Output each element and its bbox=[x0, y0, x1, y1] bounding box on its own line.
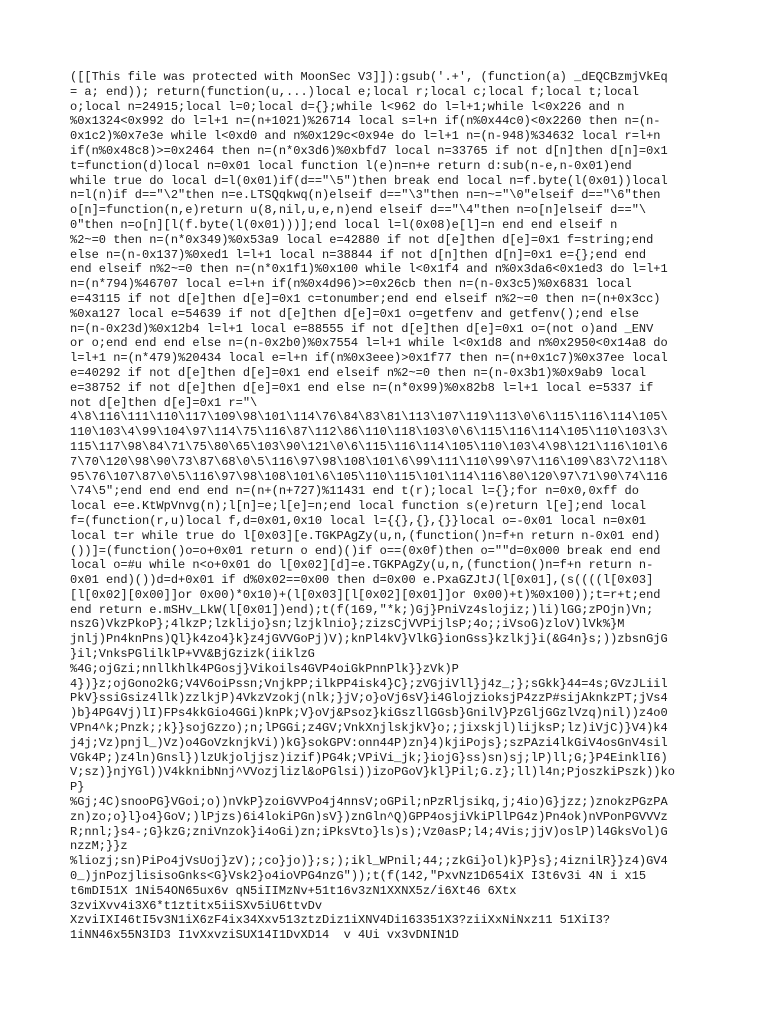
code-line: 115\117\98\84\71\75\80\65\103\90\121\0\6\115\116\114\105\110\103\4\98\121\116\101\6 bbox=[70, 439, 668, 454]
code-line: f=(function(r,u)local f,d=0x01,0x10 local l={{},{},{}}local o=-0x01 local n=0x01 bbox=[70, 513, 647, 528]
code-line: n=(n*794)%46707 local e=l+n if(n%0x4d96)>=0x26cb then n=(n-0x3c5)%0x6831 local bbox=[70, 277, 632, 292]
code-line: V;sz)}njYGl))V4kknibNnj^VVozjlizl&oPGlsi))izoPGoV}kl}Pil;G.z};ll)l4n;PjoszkiPszk))ko bbox=[70, 765, 675, 780]
code-line: %0x1324<0x992 do l=l+1 n=(n+1021)%26714 local s=l+n if(n%0x44c0)<0x2260 then n=(n- bbox=[70, 114, 661, 129]
code-line: 95\76\107\87\0\5\116\97\98\108\101\6\105\110\115\101\114\116\80\120\97\71\90\74\116 bbox=[70, 469, 668, 484]
code-line: 1iNN46x55N3ID3 I1vXxvziSUX14I1DvXD14 v 4Ui vx3vDNIN1D bbox=[70, 928, 459, 943]
code-line: else n=(n-0x137)%0xed1 l=l+1 local n=38844 if not d[n]then d[n]=0x1 e={};end end bbox=[70, 247, 647, 262]
code-line: %4G;ojGzi;nnllkhlk4PGosj}Vikoils4GVP4oiGkPnnPlk}}zVk)P bbox=[70, 661, 459, 676]
code-line: 0"then n=o[n][l(f.byte(l(0x01)))];end local l=l(0x08)e[l]=n end end elseif n bbox=[70, 217, 618, 232]
code-line: 0x1c2)%0x7e3e while l<0xd0 and n%0x129c<0x94e do l=l+1 n=(n-948)%34632 local r=l+n bbox=[70, 129, 661, 144]
code-line: 0_)jnPozjlisisoGnks<G}Vsk2}o4ioVPG4nzG"));t(f(142,"PxvNz1D654iX I3t6v3i 4N i x15 bbox=[70, 869, 647, 884]
code-line: o;local n=24915;local l=0;local d={};while l<962 do l=l+1;while l<0x226 and n bbox=[70, 99, 625, 114]
code-line: %0xa127 local e=54639 if not d[e]then d[e]=0x1 o=getfenv and getfenv();end else bbox=[70, 306, 639, 321]
code-line: %Gj;4C)snooPG}VGoi;o))nVkP}zoiGVVPo4j4nnsV;oGPil;nPzRljsikq,j;4io)G}jzz;)znokzPGzPA bbox=[70, 795, 668, 810]
code-line: zn)zo;o}l}o4}GoV;)lPjzs)6i4lokiPGn)sV})znGln^Q)GPP4osjiVkiPllPG4z)Pn4ok)nVPonPGVVVz bbox=[70, 809, 668, 824]
code-line: o[n]=function(n,e)return u(8,nil,u,e,n)end elseif d=="\4"then n=o[n]elseif d=="\ bbox=[70, 203, 647, 218]
code-line: 4\8\116\111\110\117\109\98\101\114\76\84\83\81\113\107\119\113\0\6\115\116\114\105\ bbox=[70, 410, 668, 425]
script-text-block bbox=[70, 70, 700, 943]
code-line: t=function(d)local n=0x01 local function l(e)n=n+e return d:sub(n-e,n-0x01)end bbox=[70, 158, 632, 173]
code-line: or o;end end end else n=(n-0x2b0)%0x7554 l=l+1 while l<0x1d8 and n%0x2950<0x14a8 do bbox=[70, 336, 668, 351]
code-line: n=(n-0x23d)%0x12b4 l=l+1 local e=88555 if not d[e]then d[e]=0x1 o=(not o)and _ENV bbox=[70, 321, 654, 336]
code-line: PkV}ssiGsiz4llk)zzlkjP)4VkzVzokj(nlk;}jV;o}oVj6sV}i4GlojzioksjP4zzP#sijAknkzPT;jVs4 bbox=[70, 691, 668, 706]
code-line: ([[This file was protected with MoonSec V3]]):gsub('.+', (function(a) _dEQCBzmjVkEq bbox=[70, 70, 668, 84]
code-line: %2~=0 then n=(n*0x349)%0x53a9 local e=42880 if not d[e]then d[e]=0x1 f=string;end bbox=[70, 232, 654, 247]
code-line: nzzM;}}z bbox=[70, 839, 128, 854]
code-line: e=43115 if not d[e]then d[e]=0x1 c=tonumber;end end elseif n%2~=0 then n=(n+0x3cc) bbox=[70, 291, 661, 306]
code-line: t6mDI51X 1Ni54ON65ux6v qN5iIIMzNv+51t16v3zN1XXNX5z/i6Xt46 6Xtx bbox=[70, 883, 517, 898]
code-line: 110\103\4\99\104\97\114\75\116\87\112\86\110\118\103\0\6\115\116\114\105\110\103\3\ bbox=[70, 425, 668, 440]
code-line: }il;VnksPGlilklP+VV&BjGzizk(iiklzG bbox=[70, 647, 315, 662]
code-line: P} bbox=[70, 780, 85, 795]
code-line: end return e.mSHv_LkW(l[0x01])end);t(f(169,"*k;)Gj}PniVz4slojiz;)li)lGG;zPOjn)Vn; bbox=[70, 602, 654, 617]
code-line: local e=e.KtWpVnvg(n);l[n]=e;l[e]=n;end local function s(e)return l[e];end local bbox=[70, 499, 647, 514]
code-line: 3zviXvv4i3X6*t1ztitx5iiSXv5iU6ttvDv bbox=[70, 898, 323, 913]
code-line: jnlj)Pn4knPns)Ql}k4zo4}k}z4jGVVGoPj)V);knPl4kV}VlkG}ionGss}kzlkj}i(&G4n}s;))zbsnGjG bbox=[70, 632, 668, 647]
code-line: e=40292 if not d[e]then d[e]=0x1 end elseif n%2~=0 then n=(n-0x3b1)%0x9ab9 local bbox=[70, 365, 647, 380]
code-line: [l[0x02][0x00]]or 0x00)*0x10)+(l[0x03][l[0x02][0x01]]or 0x00)+t)%0x100));t=r+t;end bbox=[70, 587, 661, 602]
code-line: end elseif n%2~=0 then n=(n*0x1f1)%0x100 while l<0x1f4 and n%0x3da6<0x1ed3 do l=l+1 bbox=[70, 262, 668, 277]
code-line: XzviIXI46tI5v3N1iX6zF4ix34Xxv513ztzDiz1iXNV4Di163351X3?ziiXxNiNxz11 51XiI3? bbox=[70, 913, 611, 928]
code-line: 0x01 end)())d=d+0x01 if d%0x02==0x00 then d=0x00 e.PxaGZJtJ(l[0x01],(s((((l[0x03] bbox=[70, 573, 654, 588]
code-line: if(n%0x48c8)>=0x2464 then n=(n*0x3d6)%0xbfd7 local n=33765 if not d[n]then d[n]=0x1 bbox=[70, 143, 668, 158]
code-line: ())]=(function()o=o+0x01 return o end)()if o==(0x0f)then o=""d=0x000 break end end bbox=[70, 543, 661, 558]
code-line: local t=r while true do l[0x03][e.TGKPAgZy(u,n,(function()n=f+n return n-0x01 end) bbox=[70, 528, 661, 543]
code-line: %liozj;sn)PiPo4jVsUoj}zV);;co}jo)};s;);ikl_WPnil;44;;zkGi}ol)k}P}s};4iznilR}}z4)GV4 bbox=[70, 854, 668, 869]
code-line: j4j;Vz)pnjl_)Vz)o4GoVzknjkVi))kG}sokGPV:onn44P)zn}4)kjiPojs};szPAzi4lkGiV4osGnV4sil bbox=[70, 735, 668, 750]
code-line: VPn4^k;Pnzk;;k}}sojGzzo);n;lPGGi;z4GV;VnkXnjlskjkV}o;;jixskjl)lijksP;lz)iVjC)}V4)k4 bbox=[70, 721, 668, 736]
code-line: \74\5";end end end end n=(n+(n+727)%11431 end t(r);local l={};for n=0x0,0xff do bbox=[70, 484, 639, 499]
code-line: 4})}z;ojGono2kG;V4V6oiPssn;VnjkPP;ilkPP4isk4}C};zVGjiVll}j4z_;};sGkk}44=4s;GVzJLiil bbox=[70, 676, 668, 691]
code-line: = a; end)); return(function(u,...)local e;local r;local c;local f;local t;local bbox=[70, 84, 639, 99]
code-line: while true do local d=l(0x01)if(d=="\5")then break end local n=f.byte(l(0x01))local bbox=[70, 173, 668, 188]
code-line: not d[e]then d[e]=0x1 r="\ bbox=[70, 395, 258, 410]
code-line: R;nnl;}s4-;G}kzG;zniVnzok}i4oGi)zn;iPksVto}ls)s);Vz0asP;l4;4Vis;jjV)oslP)l4GksVol)G bbox=[70, 824, 668, 839]
code-line: VGk4P;)z4ln)Gnsl})lzUkjoljjsz)izif)PG4k;VPiVi_jk;}iojG}ss)sn)sj;lP)ll;G;}P4EinklI6) bbox=[70, 750, 668, 765]
code-line: local o=#u while n<o+0x01 do l[0x02][d]=e.TGKPAgZy(u,n,(function()n=f+n return n- bbox=[70, 558, 654, 573]
code-line: l=l+1 n=(n*479)%20434 local e=l+n if(n%0x3eee)>0x1f77 then n=(n+0x1c7)%0x37ee local bbox=[70, 351, 668, 366]
code-line: )b}4PG4Vj)lI)FPs4kkGio4GGi)knPk;V}oVj&Psoz}kiGszllGGsb}GnilV}PzGljGGzlVzq)nil))z4o0 bbox=[70, 706, 668, 721]
code-line: nszG)VkzPkoP};4lkzP;lzklijo}sn;lzjklnio};zizsCjVVPijlsP;4o;;iVsoG)zloV)lVk%}M bbox=[70, 617, 625, 632]
code-line: e=38752 if not d[e]then d[e]=0x1 end else n=(n*0x99)%0x82b8 l=l+1 local e=5337 if bbox=[70, 380, 654, 395]
code-line: n=l(n)if d=="\2"then n=e.LTSQqkwq(n)elseif d=="\3"then n=n~="\0"elseif d=="\6"then bbox=[70, 188, 661, 203]
code-line: 7\70\120\98\90\73\87\68\0\5\116\97\98\108\101\6\99\111\110\99\97\116\109\83\72\118\ bbox=[70, 454, 668, 469]
